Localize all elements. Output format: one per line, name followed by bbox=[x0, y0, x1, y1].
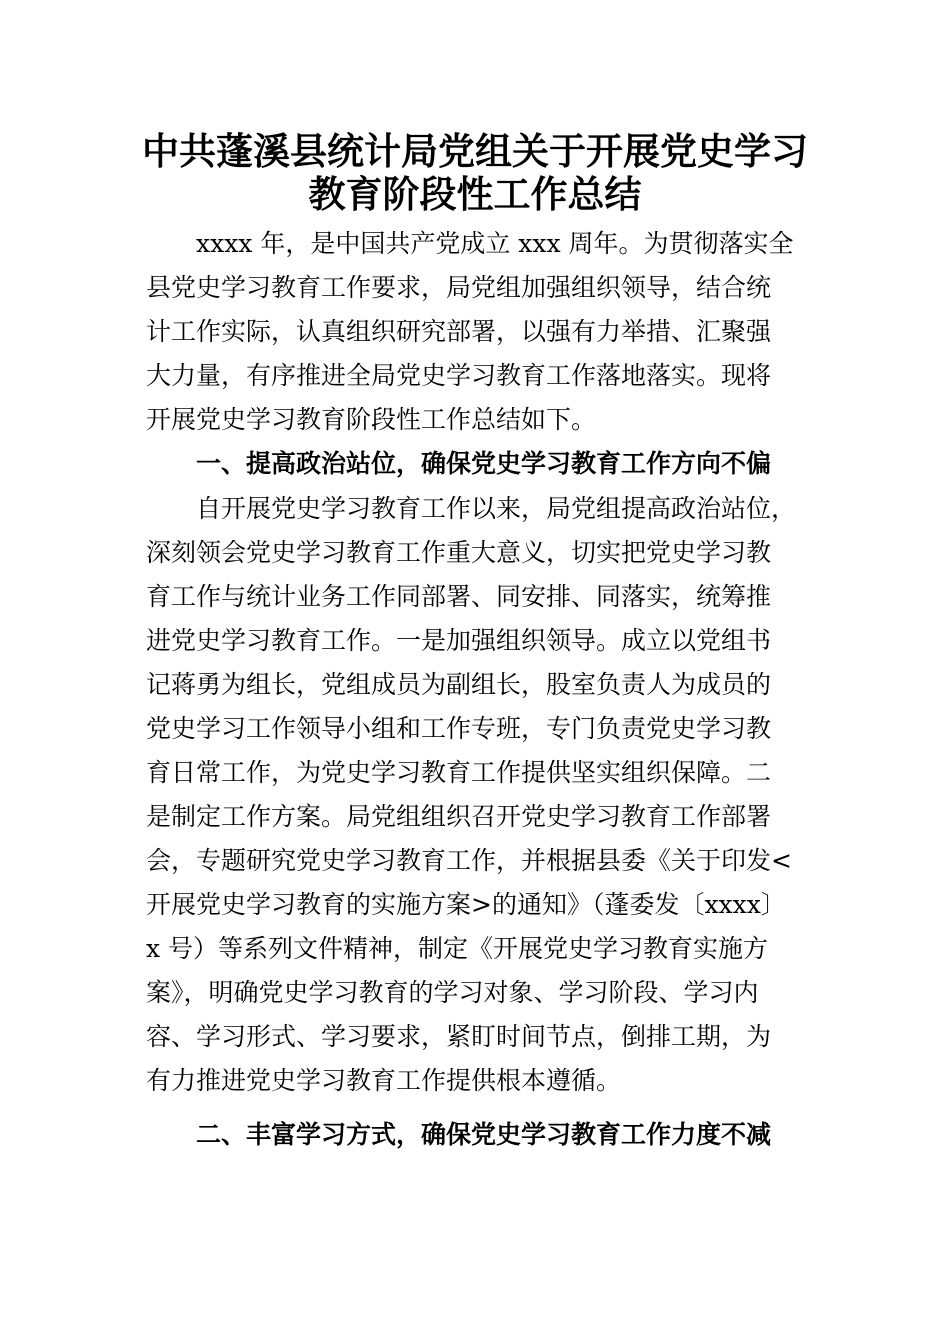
section-1-line: 记蒋勇为组长，党组成员为副组长，股室负责人为成员的 bbox=[146, 670, 772, 699]
section-1-line: 会，专题研究党史学习教育工作，并根据县委《关于印发< bbox=[146, 846, 792, 875]
intro-line: 计工作实际，认真组织研究部署，以强有力举措、汇聚强 bbox=[146, 317, 772, 346]
section-1-line: 育工作与统计业务工作同部署、同安排、同落实，统筹推 bbox=[146, 582, 772, 611]
intro-line: xxxx 年，是中国共产党成立 xxx 周年。为贯彻落实全 bbox=[196, 229, 794, 258]
section-1-line: 开展党史学习教育的实施方案>的通知》（蓬委发〔xxxx〕 bbox=[146, 890, 786, 919]
section-1-line: 党史学习工作领导小组和工作专班，专门负责党史学习教 bbox=[146, 714, 772, 743]
section-1-line: 是制定工作方案。局党组组织召开党史学习教育工作部署 bbox=[146, 802, 772, 831]
intro-line: 县党史学习教育工作要求，局党组加强组织领导，结合统 bbox=[146, 273, 772, 302]
section-1-line: 进党史学习教育工作。一是加强组织领导。成立以党组书 bbox=[146, 626, 772, 655]
section-1-heading: 一、提高政治站位，确保党史学习教育工作方向不偏 bbox=[196, 449, 772, 478]
section-1-line: 自开展党史学习教育工作以来，局党组提高政治站位， bbox=[196, 494, 797, 523]
section-1-line: 容、学习形式、学习要求，紧盯时间节点，倒排工期，为 bbox=[146, 1022, 772, 1051]
section-1-line: x 号）等系列文件精神，制定《开展党史学习教育实施方 bbox=[146, 934, 769, 963]
intro-line: 开展党史学习教育阶段性工作总结如下。 bbox=[146, 405, 597, 434]
section-1-line: 深刻领会党史学习教育工作重大意义，切实把党史学习教 bbox=[146, 538, 772, 567]
intro-line: 大力量，有序推进全局党史学习教育工作落地落实。现将 bbox=[146, 361, 772, 390]
section-1-line: 育日常工作，为党史学习教育工作提供坚实组织保障。二 bbox=[146, 758, 772, 787]
document-title-line-2: 教育阶段性工作总结 bbox=[308, 172, 642, 216]
section-1-line: 有力推进党史学习教育工作提供根本遵循。 bbox=[146, 1066, 622, 1095]
document-title-line-1: 中共蓬溪县统计局党组关于开展党史学习 bbox=[142, 129, 808, 173]
section-1-line: 案》，明确党史学习教育的学习对象、学习阶段、学习内 bbox=[146, 978, 759, 1007]
section-2-heading: 二、丰富学习方式，确保党史学习教育工作力度不减 bbox=[196, 1120, 772, 1149]
